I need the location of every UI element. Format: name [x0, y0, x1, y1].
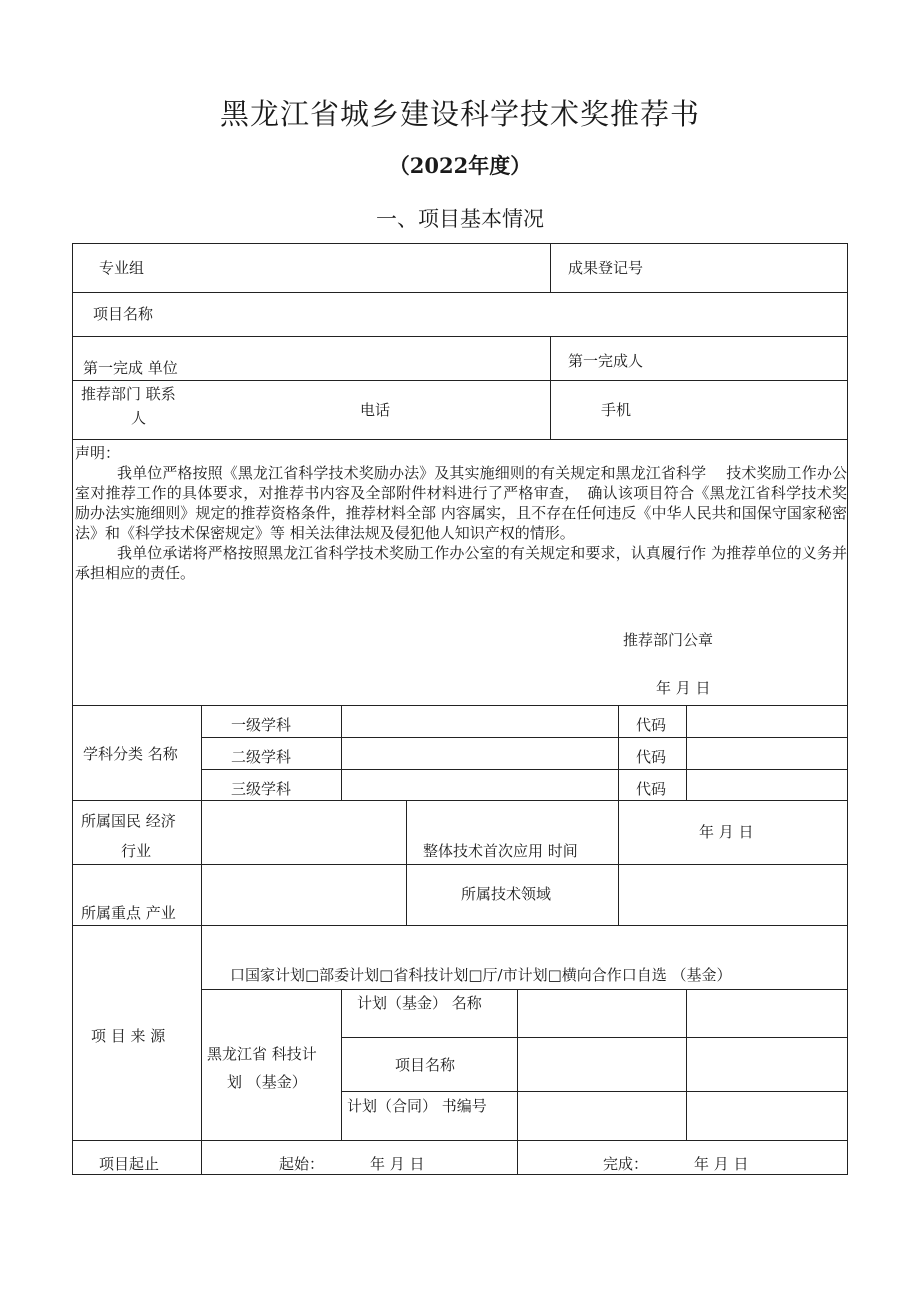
row-divider [201, 769, 847, 770]
economy-label-cont: 行业 [121, 842, 152, 860]
col-divider [618, 705, 619, 800]
page-title: 黑龙江省城乡建设科学技术奖推荐书 [219, 97, 700, 131]
col-divider [341, 705, 342, 800]
recommendation-form [72, 243, 848, 1175]
declaration-heading: 声明： [75, 444, 121, 462]
first-person-label: 第一完成人 [568, 352, 644, 370]
period-start-label: 起始： [279, 1155, 325, 1173]
col-divider [201, 705, 202, 1175]
discipline-label: 学科分类 名称 [83, 745, 178, 763]
row-divider [73, 439, 847, 440]
col-divider [686, 989, 687, 1140]
contact-label-cont: 人 [131, 409, 147, 427]
discipline-level1: 一级学科 [231, 716, 292, 734]
seal-label: 推荐部门公章 [623, 631, 714, 649]
source-options: 口国家计划□部委计划□省科技计划□厅/市计划□横向合作口自选 （基金） [230, 966, 732, 984]
col-divider [517, 989, 518, 1175]
phone-label: 电话 [360, 401, 391, 419]
specialty-group-label: 专业组 [99, 259, 145, 277]
col-divider [550, 336, 551, 439]
row-divider [73, 292, 847, 293]
row-divider [341, 1091, 847, 1092]
first-application-date: 年 月 日 [699, 823, 754, 841]
discipline-level2: 二级学科 [231, 748, 292, 766]
project-source-label: 项 目 来 源 [91, 1027, 166, 1045]
contact-label: 推荐部门 联系 [81, 385, 176, 403]
first-application-label: 整体技术首次应用 时间 [423, 842, 578, 860]
col-divider [686, 705, 687, 800]
col-divider [406, 800, 407, 925]
row-divider [73, 336, 847, 337]
period-end-date: 年 月 日 [694, 1155, 749, 1173]
row-divider [201, 737, 847, 738]
economy-label: 所属国民 经济 [81, 812, 176, 830]
row-divider [73, 705, 847, 706]
tech-field-label: 所属技术领域 [461, 885, 552, 903]
period-start-date: 年 月 日 [370, 1155, 425, 1173]
first-unit-label: 第一完成 单位 [83, 359, 178, 377]
declaration-paragraph: 我单位严格按照《黑龙江省科学技术奖励办法》及其实施细则的有关规定和黑龙江省科学 技术奖励工作办公室对推荐工作的具体要求，对推荐书内容及全部附件材料进行了严格审查， 确认该项目符合《黑龙江省科学技术奖励办法实施细则》规定的推荐资格条件，推荐材料全部 内容属实，且不存在任何违反《中华人民共和国保守国家秘密法》和《科学技术保密规定》等 相关法律法规及侵犯他人知识产权的情形。 [75, 464, 847, 542]
project-name-label: 项目名称 [93, 305, 154, 323]
row-divider [73, 1140, 847, 1141]
discipline-level3: 三级学科 [231, 780, 292, 798]
row-divider [73, 864, 847, 865]
section-heading: 一、项目基本情况 [376, 207, 544, 231]
registration-no-label: 成果登记号 [568, 259, 644, 277]
col-divider [550, 244, 551, 292]
hlj-plan-label: 黑龙江省 科技计 [207, 1045, 317, 1063]
row-divider [201, 989, 847, 990]
mobile-label: 手机 [601, 401, 632, 419]
col-divider [618, 800, 619, 925]
source-project-name-label: 项目名称 [395, 1056, 456, 1074]
declaration-paragraph: 我单位承诺将严格按照黑龙江省科学技术奖励工作办公室的有关规定和要求，认真履行作 为推荐单位的义务并承担相应的责任。 [75, 544, 847, 582]
row-divider [73, 925, 847, 926]
row-divider [73, 800, 847, 801]
row-divider [73, 380, 847, 381]
key-industry-label: 所属重点 产业 [81, 904, 176, 922]
contract-no-label: 计划（合同） 书编号 [347, 1097, 487, 1115]
plan-name-label: 计划（基金） 名称 [357, 994, 482, 1012]
col-divider [341, 989, 342, 1140]
seal-date: 年 月 日 [656, 679, 711, 697]
declaration-text [75, 443, 847, 583]
period-label: 项目起止 [99, 1155, 160, 1173]
code-label: 代码 [636, 716, 667, 734]
year-label: （2022年度） [388, 153, 532, 178]
code-label: 代码 [636, 780, 667, 798]
hlj-plan-label-cont: 划 （基金） [227, 1073, 307, 1091]
row-divider [341, 1037, 847, 1038]
code-label: 代码 [636, 748, 667, 766]
period-end-label: 完成： [603, 1155, 649, 1173]
